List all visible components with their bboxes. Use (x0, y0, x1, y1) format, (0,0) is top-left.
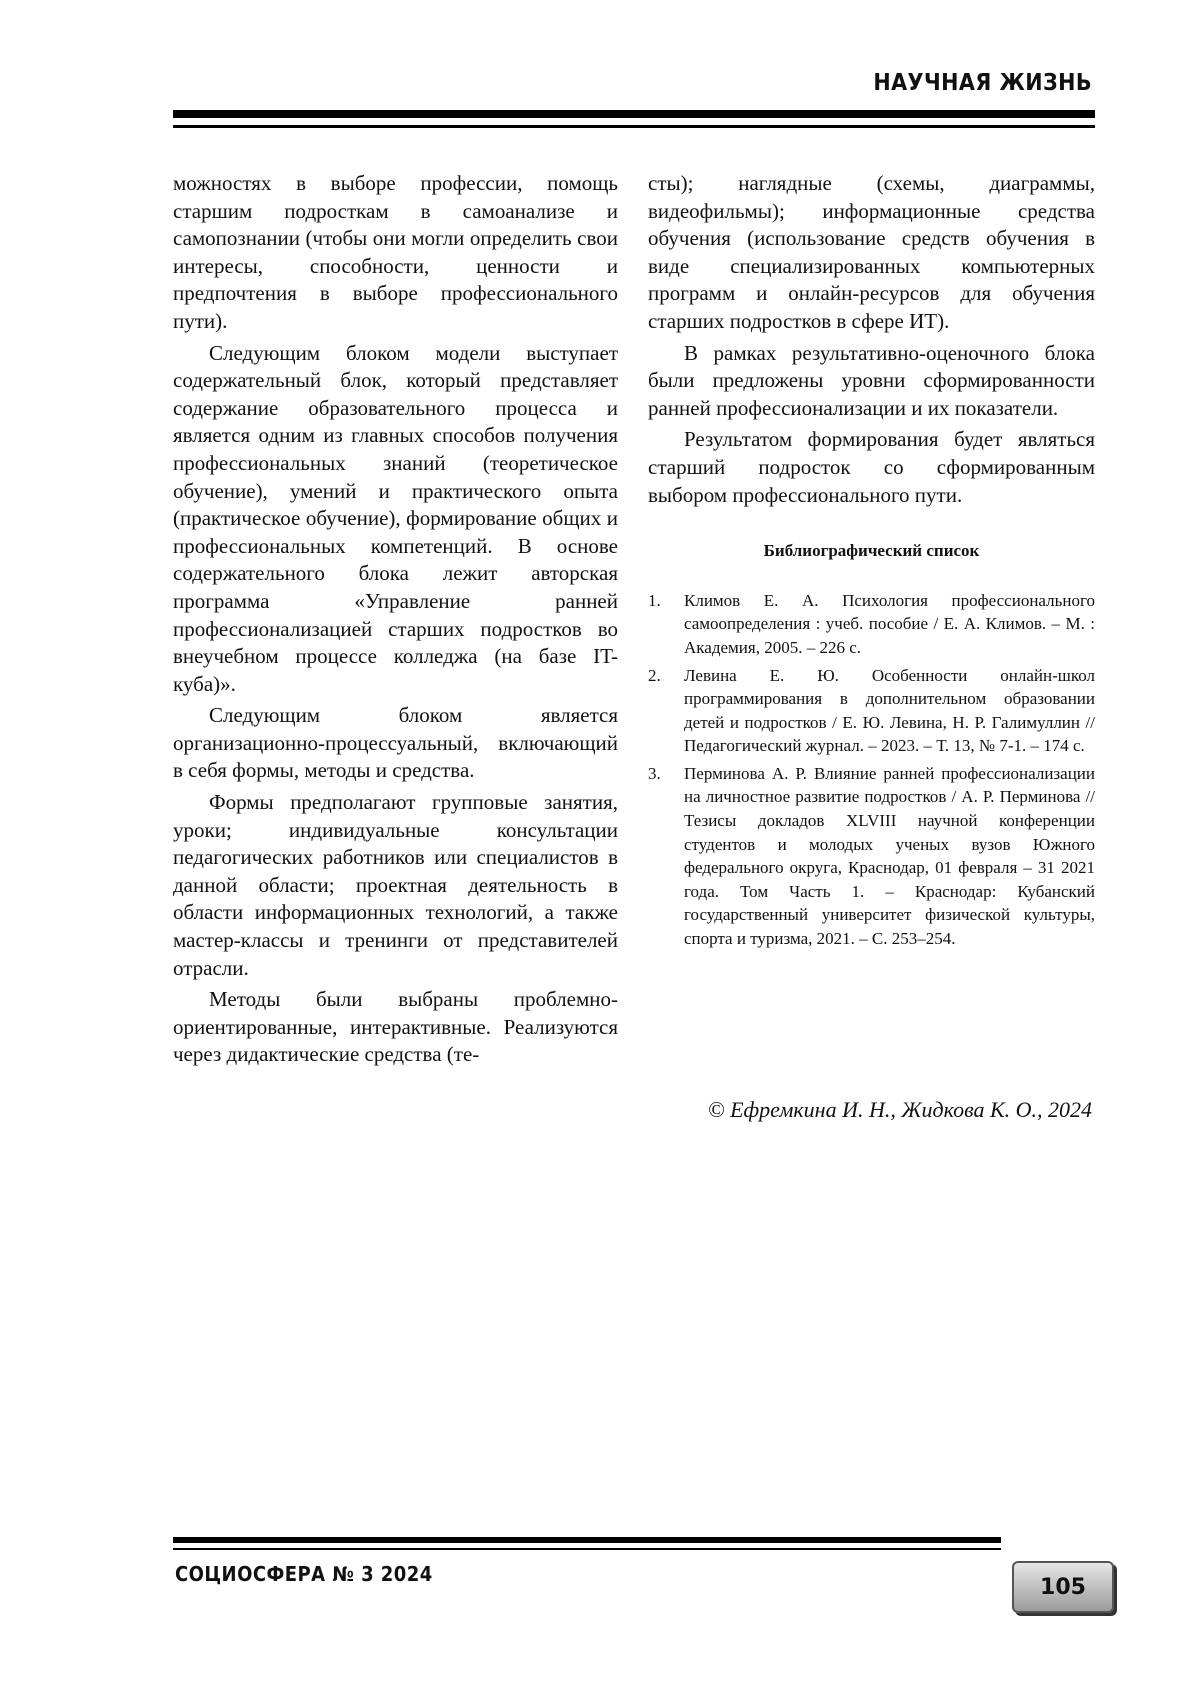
body-paragraph: Результатом формирования будет являться старший подросток со сформированным выбором профессионального пути. (648, 427, 1095, 507)
body-paragraph: В рамках результативно-оценочного блока были предложены уровни сформированности ранней профессионализации и их показатели. (648, 340, 1095, 420)
reference-text: Перминова А. Р. Влияние ранней профессионализации на личностное развитие подростков / А. Р. Перминова // Тезисы докладов XLVIII научной конференции студентов и молодых ученых вузов Южного федерального округа, Краснодар, 01 февраля – 31 2021 года. Том Часть 1. – Краснодар: Кубанский государственный университет физической культуры, спорта и туризма, 2021. – С. 253–254. (684, 763, 1095, 949)
body-paragraph: Формы предполагают групповые занятия, уроки; индивидуальные консультации педагогических работников или специалистов в данной области; проектная деятельность в области информационных технологий, а также мастер-классы и тренинги от представителей отрасли. (173, 790, 618, 980)
body-paragraph: Следующим блоком модели выступает содержательный блок, который представляет содержание образовательного процесса и является одним из главных способов получения профессиональных знаний (теоретическое обучение), умений и практического опыта (практическое обучение), формирование общих и профессиональных компетенций. В основе содержательного блока лежит авторская программа «Управление ранней профессионализацией старших подростков во внеучебном процессе колледжа (на базе IT-куба)». (173, 340, 618, 696)
reference-item (648, 664, 1095, 758)
reference-number: 3. (648, 763, 661, 783)
footer-rule-thick (173, 1537, 1001, 1543)
body-paragraph: Следующим блоком является организационно-процессуальный, включающий в себя формы, методы и средства. (173, 703, 618, 783)
section-header-title: НАУЧНАЯ ЖИЗНЬ (873, 70, 1092, 96)
header-rule-thin (173, 125, 1095, 128)
right-column (648, 170, 1095, 955)
footer-rule-thin (173, 1548, 1001, 1550)
bibliography-title: Библиографический список (763, 541, 980, 561)
reference-number: 1. (648, 590, 661, 610)
reference-number: 2. (648, 665, 661, 685)
left-column (173, 170, 618, 1069)
header-rule-thick (173, 110, 1095, 118)
reference-item (648, 762, 1095, 951)
copyright-line: © Ефремкина И. Н., Жидкова К. О., 2024 (707, 1097, 1092, 1122)
reference-text: Левина Е. Ю. Особенности онлайн-школ программирования в дополнительном образовании детей и подростков / Е. Ю. Левина, Н. Р. Галимуллин // Педагогический журнал. – 2023. – Т. 13, № 7-1. – 174 с. (684, 665, 1095, 756)
reference-text: Климов Е. А. Психология профессионального самоопределения : учеб. пособие / Е. А. Климов. – М. : Академия, 2005. – 226 с. (684, 590, 1095, 657)
body-paragraph: Методы были выбраны проблемно-ориентированные, интерактивные. Реализуются через дидактические средства (те- (173, 987, 618, 1067)
body-paragraph: можностях в выборе профессии, помощь старшим подросткам в самоанализе и самопознании (чтобы они могли определить свои интересы, способности, ценности и предпочтения в выборе профессионального пути). (173, 171, 618, 333)
page-number-badge (1012, 1561, 1114, 1613)
reference-item (648, 589, 1095, 660)
journal-name: СОЦИОСФЕРА № 3 2024 (175, 1562, 433, 1586)
reference-list (648, 589, 1095, 951)
body-paragraph: сты); наглядные (схемы, диаграммы, видеофильмы); информационные средства обучения (использование средств обучения в виде специализированных компьютерных программ и онлайн-ресурсов для обучения старших подростков в сфере ИТ). (648, 171, 1095, 333)
page-number: 105 (1040, 1574, 1086, 1600)
